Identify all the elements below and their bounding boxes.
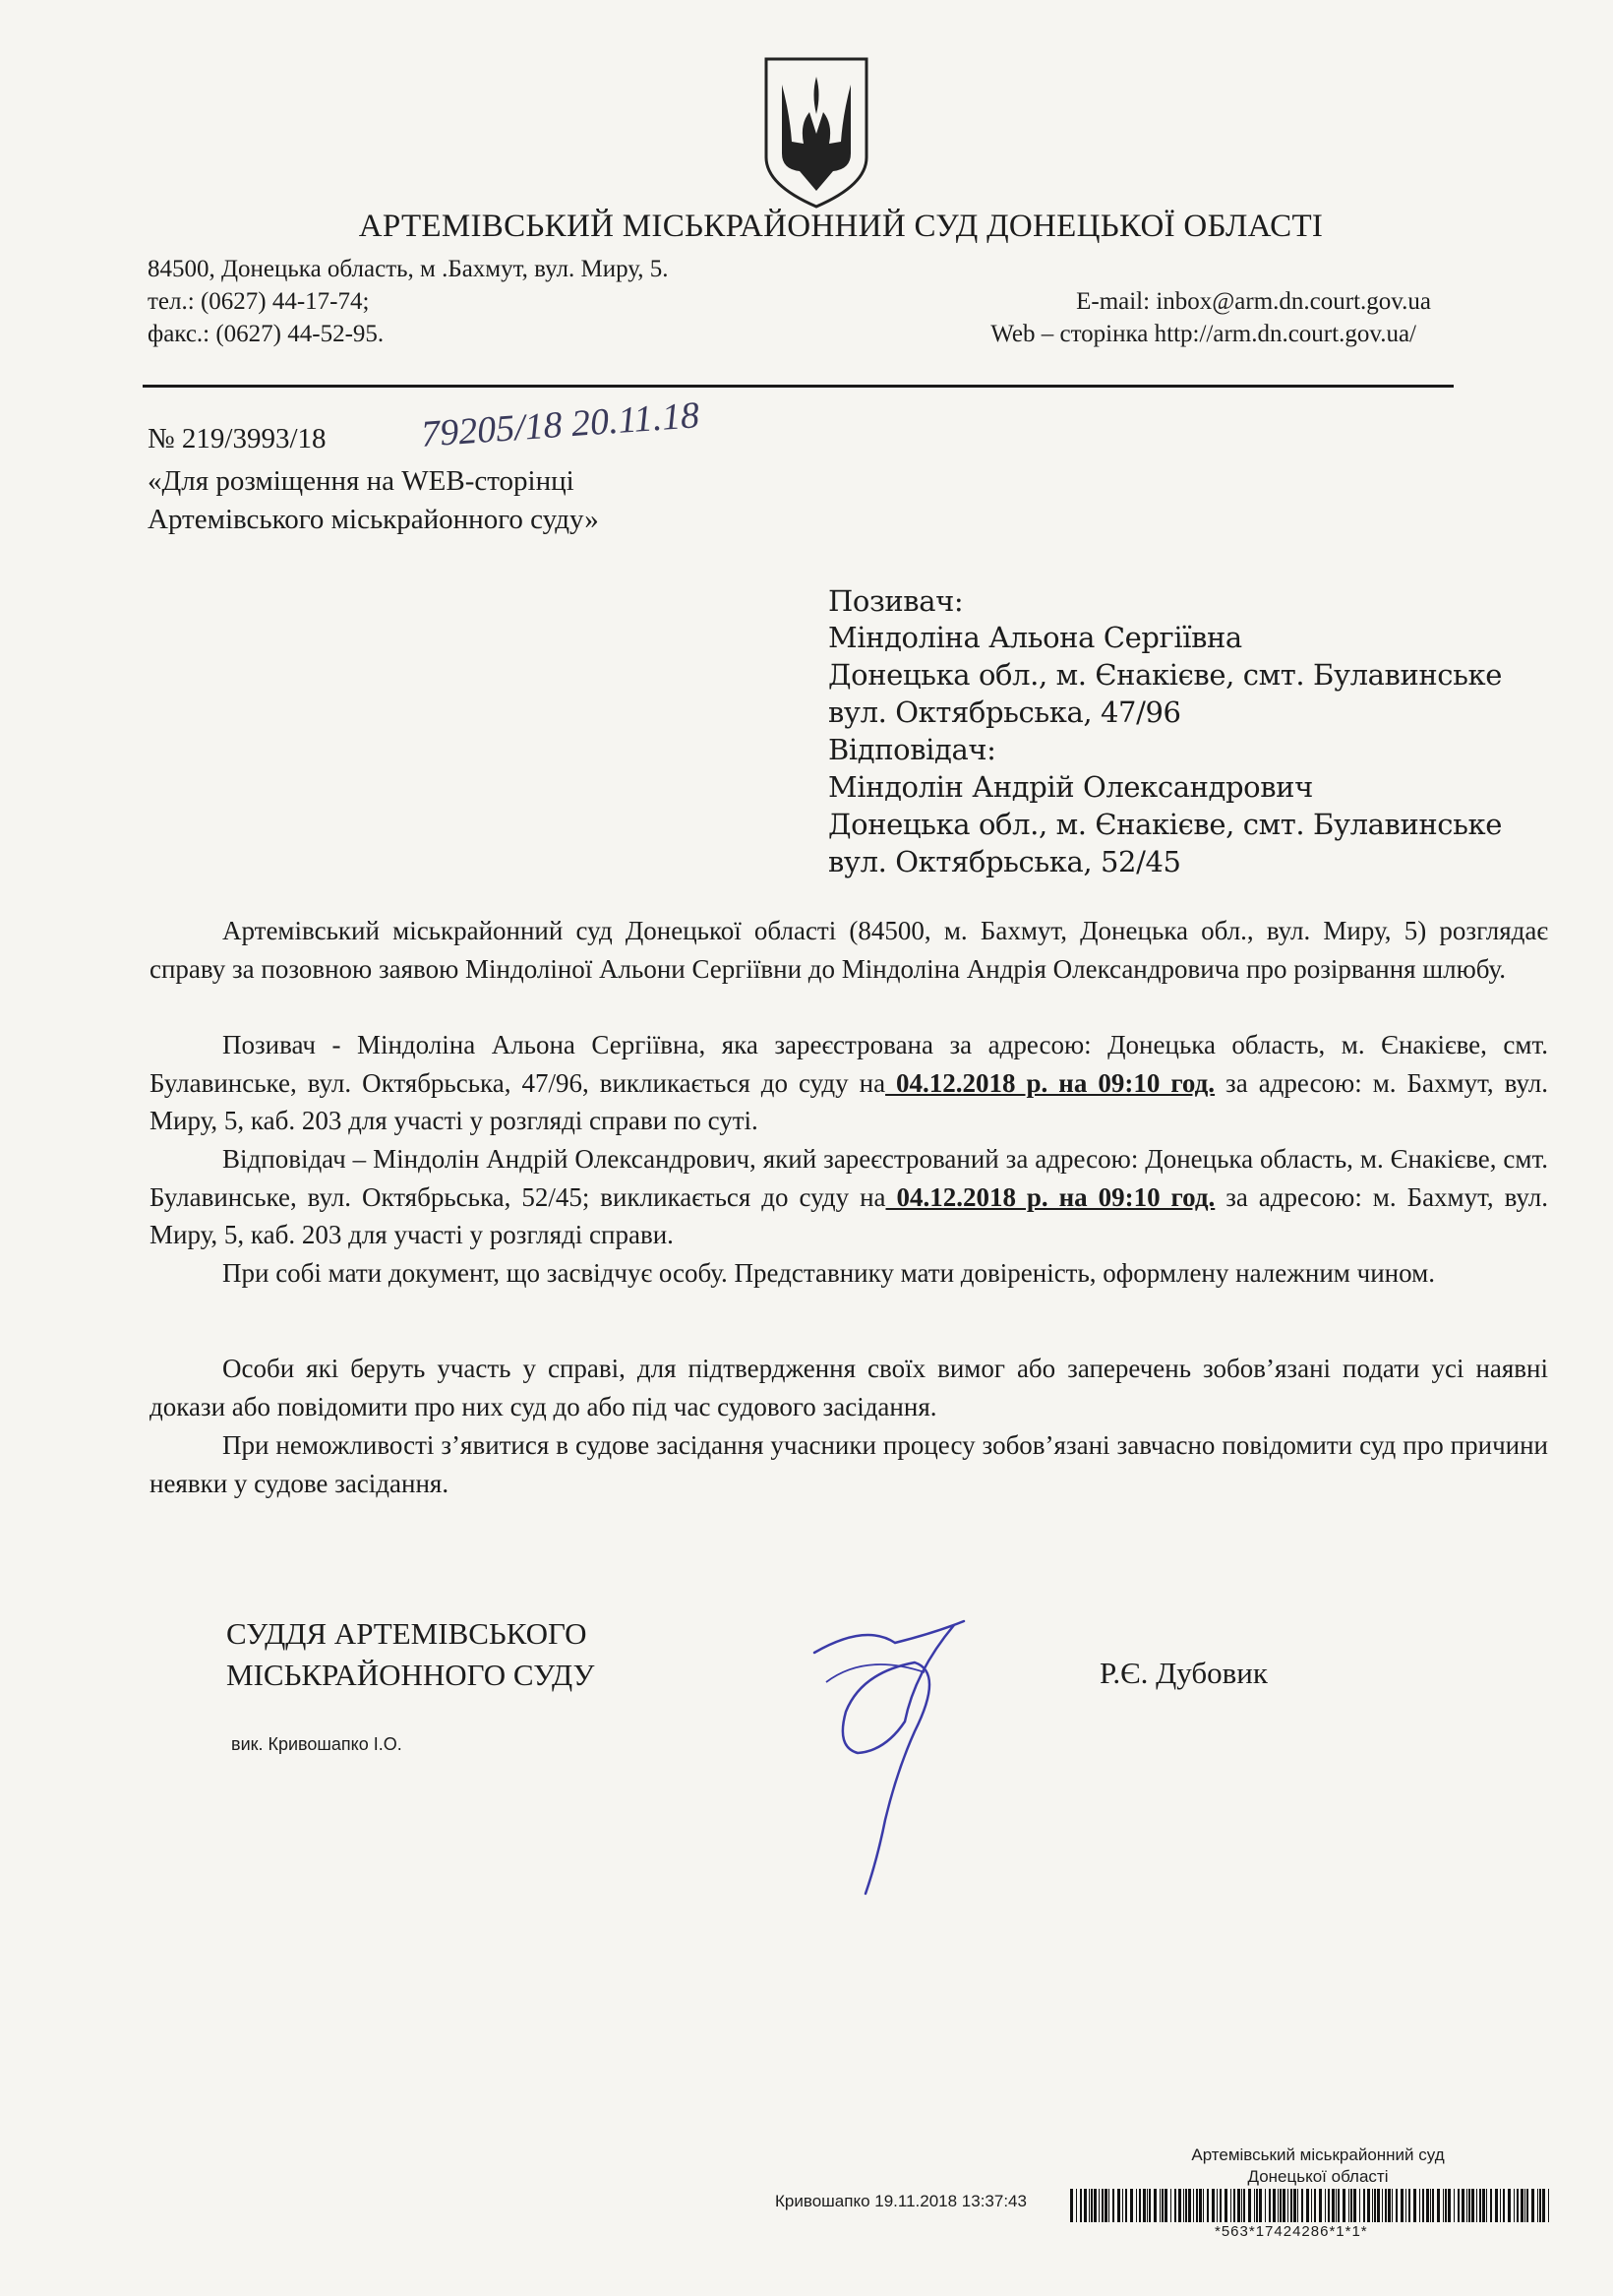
defendant-address-2: вул. Октябрьська, 52/45: [828, 845, 1181, 878]
judge-signature: [806, 1613, 974, 1899]
court-name-heading: АРТЕМІВСЬКИЙ МІСЬКРАЙОННИЙ СУД ДОНЕЦЬКОЇ ОБЛАСТІ: [358, 209, 1324, 244]
stamp-court: Артемівський міськрайонний суд Донецької області: [1191, 2145, 1445, 2186]
plaintiff-address-2: вул. Октябрьська, 47/96: [828, 695, 1181, 729]
stamp-user-time: Кривошапко 19.11.2018 13:37:43: [775, 2192, 1027, 2210]
executor-name: вик. Кривошапко І.О.: [231, 1734, 402, 1754]
defendant-hearing-date: 04.12.2018 р. на 09:10 год.: [885, 1181, 1216, 1212]
defendant-name: Міндолін Андрій Олександрович: [828, 770, 1313, 804]
body-paragraph-5: Особи які беруть участь у справі, для підтвердження своїх вимог або заперечень зобов’язані подати усі наявні докази або повідомити про них суд до або під час судового засідання.: [149, 1354, 1548, 1421]
court-fax: факс.: (0627) 44-52-95.: [148, 321, 385, 347]
body-paragraph-2: Позивач - Міндоліна Альона Сергіївна, яка зареєстрована за адресою: Донецька область, м. Єнакієве, смт. Булавинське, вул. Октябрьська, 47/96, викликається до суду на 04.12.2018 р. на 09:10 год. за адресою: м. Бахмут, вул. Миру, 5, каб. 203 для участі у розгляді справи по суті.: [149, 1030, 1548, 1135]
judge-title-line1: СУДДЯ АРТЕМІВСЬКОГО: [226, 1616, 587, 1651]
barcode-icon: [1070, 2189, 1552, 2222]
web-note-line2: Артемівського міськрайонного суду»: [148, 504, 599, 535]
court-address: 84500, Донецька область, м .Бахмут, вул. Миру, 5.: [148, 256, 669, 282]
defendant-address-1: Донецька обл., м. Єнакієве, смт. Булавинське: [828, 808, 1503, 841]
body-paragraph-3: Відповідач – Міндолін Андрій Олександрович, який зареєстрований за адресою: Донецька область, м. Єнакієве, смт. Булавинське, вул. Октябрьська, 52/45; викликається до суду на 04.12.2018 р. на 09:10 год. за адресою: м. Бахмут, вул. Миру, 5, каб. 203 для участі у розгляді справи.: [149, 1144, 1548, 1249]
body-paragraph-6: При неможливості з’явитися в судове засідання учасники процесу зобов’язані завчасно повідомити суд про причини неявки у судове засідання.: [149, 1430, 1548, 1498]
plaintiff-hearing-date: 04.12.2018 р. на 09:10 год.: [885, 1067, 1216, 1098]
court-phone: тел.: (0627) 44-17-74;: [148, 288, 370, 315]
web-note-line1: «Для розміщення на WEB-сторінці: [148, 465, 574, 497]
handwritten-registration: 79205/18 20.11.18: [419, 394, 701, 455]
header-divider: [143, 385, 1454, 388]
barcode-text: *563*17424286*1*1*: [1215, 2223, 1368, 2240]
body-paragraph-4: При собі мати документ, що засвідчує особу. Представнику мати довіреність, оформлену належним чином.: [222, 1258, 1435, 1288]
case-number: № 219/3993/18: [148, 423, 327, 454]
court-website: Web – сторінка http://arm.dn.court.gov.ua/: [990, 321, 1416, 347]
plaintiff-label: Позивач:: [828, 584, 964, 618]
plaintiff-name: Міндоліна Альона Сергіївна: [828, 621, 1242, 654]
court-email: E-mail: inbox@arm.dn.court.gov.ua: [1076, 288, 1431, 315]
judge-name: Р.Є. Дубовик: [1100, 1656, 1268, 1690]
coat-of-arms-icon: [760, 55, 872, 211]
judge-title-line2: МІСЬКРАЙОННОГО СУДУ: [226, 1658, 595, 1692]
defendant-label: Відповідач:: [828, 733, 996, 766]
body-paragraph-1: Артемівський міськрайонний суд Донецької області (84500, м. Бахмут, Донецька обл., вул. Миру, 5) розглядає справу за позовною заявою Міндоліної Альони Сергіївни до Міндоліна Андрія Олександровича про розірвання шлюбу.: [149, 916, 1548, 984]
plaintiff-address-1: Донецька обл., м. Єнакієве, смт. Булавинське: [828, 658, 1503, 692]
